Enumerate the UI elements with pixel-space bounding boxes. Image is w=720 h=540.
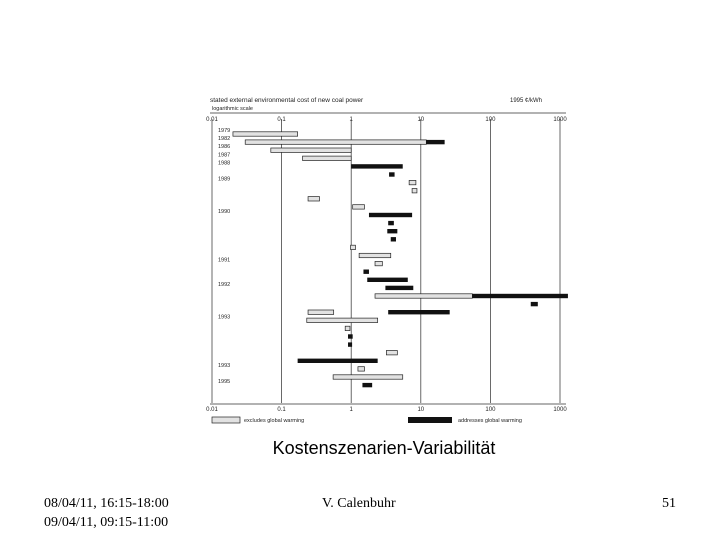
tick-label-top-5: 1000 [553, 117, 567, 123]
year-label-6: 1990 [218, 209, 231, 215]
range-bar-14-addresses [391, 237, 396, 241]
range-bar-11-addresses [369, 213, 412, 217]
range-bar-4-excludes [303, 156, 352, 160]
year-label-2: 1986 [218, 144, 231, 151]
range-bar-1-excludes [245, 140, 426, 144]
range-bar-15-excludes [351, 245, 356, 249]
tick-label-top-1: 0.1 [277, 117, 286, 123]
range-bar-5-addresses [351, 164, 403, 168]
year-label-10: 1993 [218, 362, 231, 369]
year-label-3: 1987 [218, 152, 231, 159]
range-bar-24-excludes [308, 310, 334, 314]
range-bar-25-addresses [388, 310, 449, 314]
range-bar-9-excludes [308, 197, 319, 201]
footer-page-number: 51 [662, 496, 676, 511]
tick-label-bottom-5: 1000 [553, 407, 567, 413]
range-bar-6-addresses [389, 172, 395, 176]
chart-subtitle: logarithmic scale [212, 106, 253, 112]
range-bar-18-addresses [363, 270, 369, 274]
year-label-11: 1995 [218, 379, 231, 386]
year-label-0: 1979 [218, 128, 231, 134]
year-label-1: 1982 [218, 136, 231, 143]
year-label-8: 1992 [218, 281, 231, 288]
range-bar-16-excludes [359, 253, 391, 257]
range-bar-29-addresses [348, 342, 352, 346]
range-bar-30-excludes [386, 351, 397, 355]
year-label-5: 1989 [218, 176, 231, 183]
range-bar-7-excludes [409, 180, 416, 184]
range-bar-10-excludes [353, 205, 365, 209]
range-bar-8-excludes [412, 189, 417, 193]
range-bar-17-excludes [375, 261, 382, 265]
tick-label-top-3: 10 [417, 117, 425, 123]
year-label-4: 1988 [218, 160, 231, 167]
range-bar-12-addresses [388, 221, 394, 225]
range-bar-20-addresses [385, 286, 413, 290]
range-bar-28-addresses [348, 334, 353, 338]
tick-label-bottom-3: 10 [417, 407, 425, 413]
range-bar-0-excludes [233, 132, 298, 136]
range-bar-22-addresses [472, 294, 568, 298]
tick-label-top-0: 0.01 [206, 117, 218, 123]
chart-title: stated external environmental cost of new coal power [210, 97, 364, 104]
legend-swatch-addresses [408, 417, 452, 423]
range-bar-23-addresses [531, 302, 538, 306]
year-label-9: 1993 [218, 314, 231, 321]
footer-date-line-2: 09/04/11, 09:15-11:00 [44, 515, 169, 530]
range-bar-31-addresses [298, 359, 378, 363]
footer-dates [44, 494, 169, 532]
tick-label-top-2: 1 [349, 117, 353, 123]
legend-label-addresses: addresses global warming [458, 418, 522, 424]
range-bar-32-excludes [358, 367, 365, 371]
slide-caption: Kostenszenarien-Variabilität [272, 438, 496, 458]
range-bar-13-addresses [387, 229, 397, 233]
chart-unit-label: 1995 ¢/kWh [510, 98, 543, 104]
year-label-7: 1991 [218, 257, 231, 264]
legend-swatch-excludes [212, 417, 240, 423]
tick-label-bottom-4: 100 [485, 407, 496, 413]
tick-label-top-4: 100 [485, 117, 496, 123]
range-bar-2-addresses [426, 140, 444, 144]
legend-label-excludes: excludes global warming [244, 418, 305, 424]
tick-label-bottom-1: 0.1 [277, 407, 286, 413]
range-bar-33-excludes [333, 375, 403, 379]
range-bar-3-excludes [271, 148, 351, 152]
range-bar-19-addresses [367, 278, 408, 282]
tick-label-bottom-2: 1 [349, 407, 353, 413]
range-bar-27-excludes [345, 326, 350, 330]
tick-label-bottom-0: 0.01 [206, 407, 218, 413]
range-bar-26-excludes [307, 318, 378, 322]
footer-date-line-1: 08/04/11, 16:15-18:00 [44, 496, 169, 511]
range-bar-34-addresses [362, 383, 372, 387]
range-bar-21-excludes [375, 294, 472, 298]
footer-author: V. Calenbuhr [322, 496, 396, 511]
